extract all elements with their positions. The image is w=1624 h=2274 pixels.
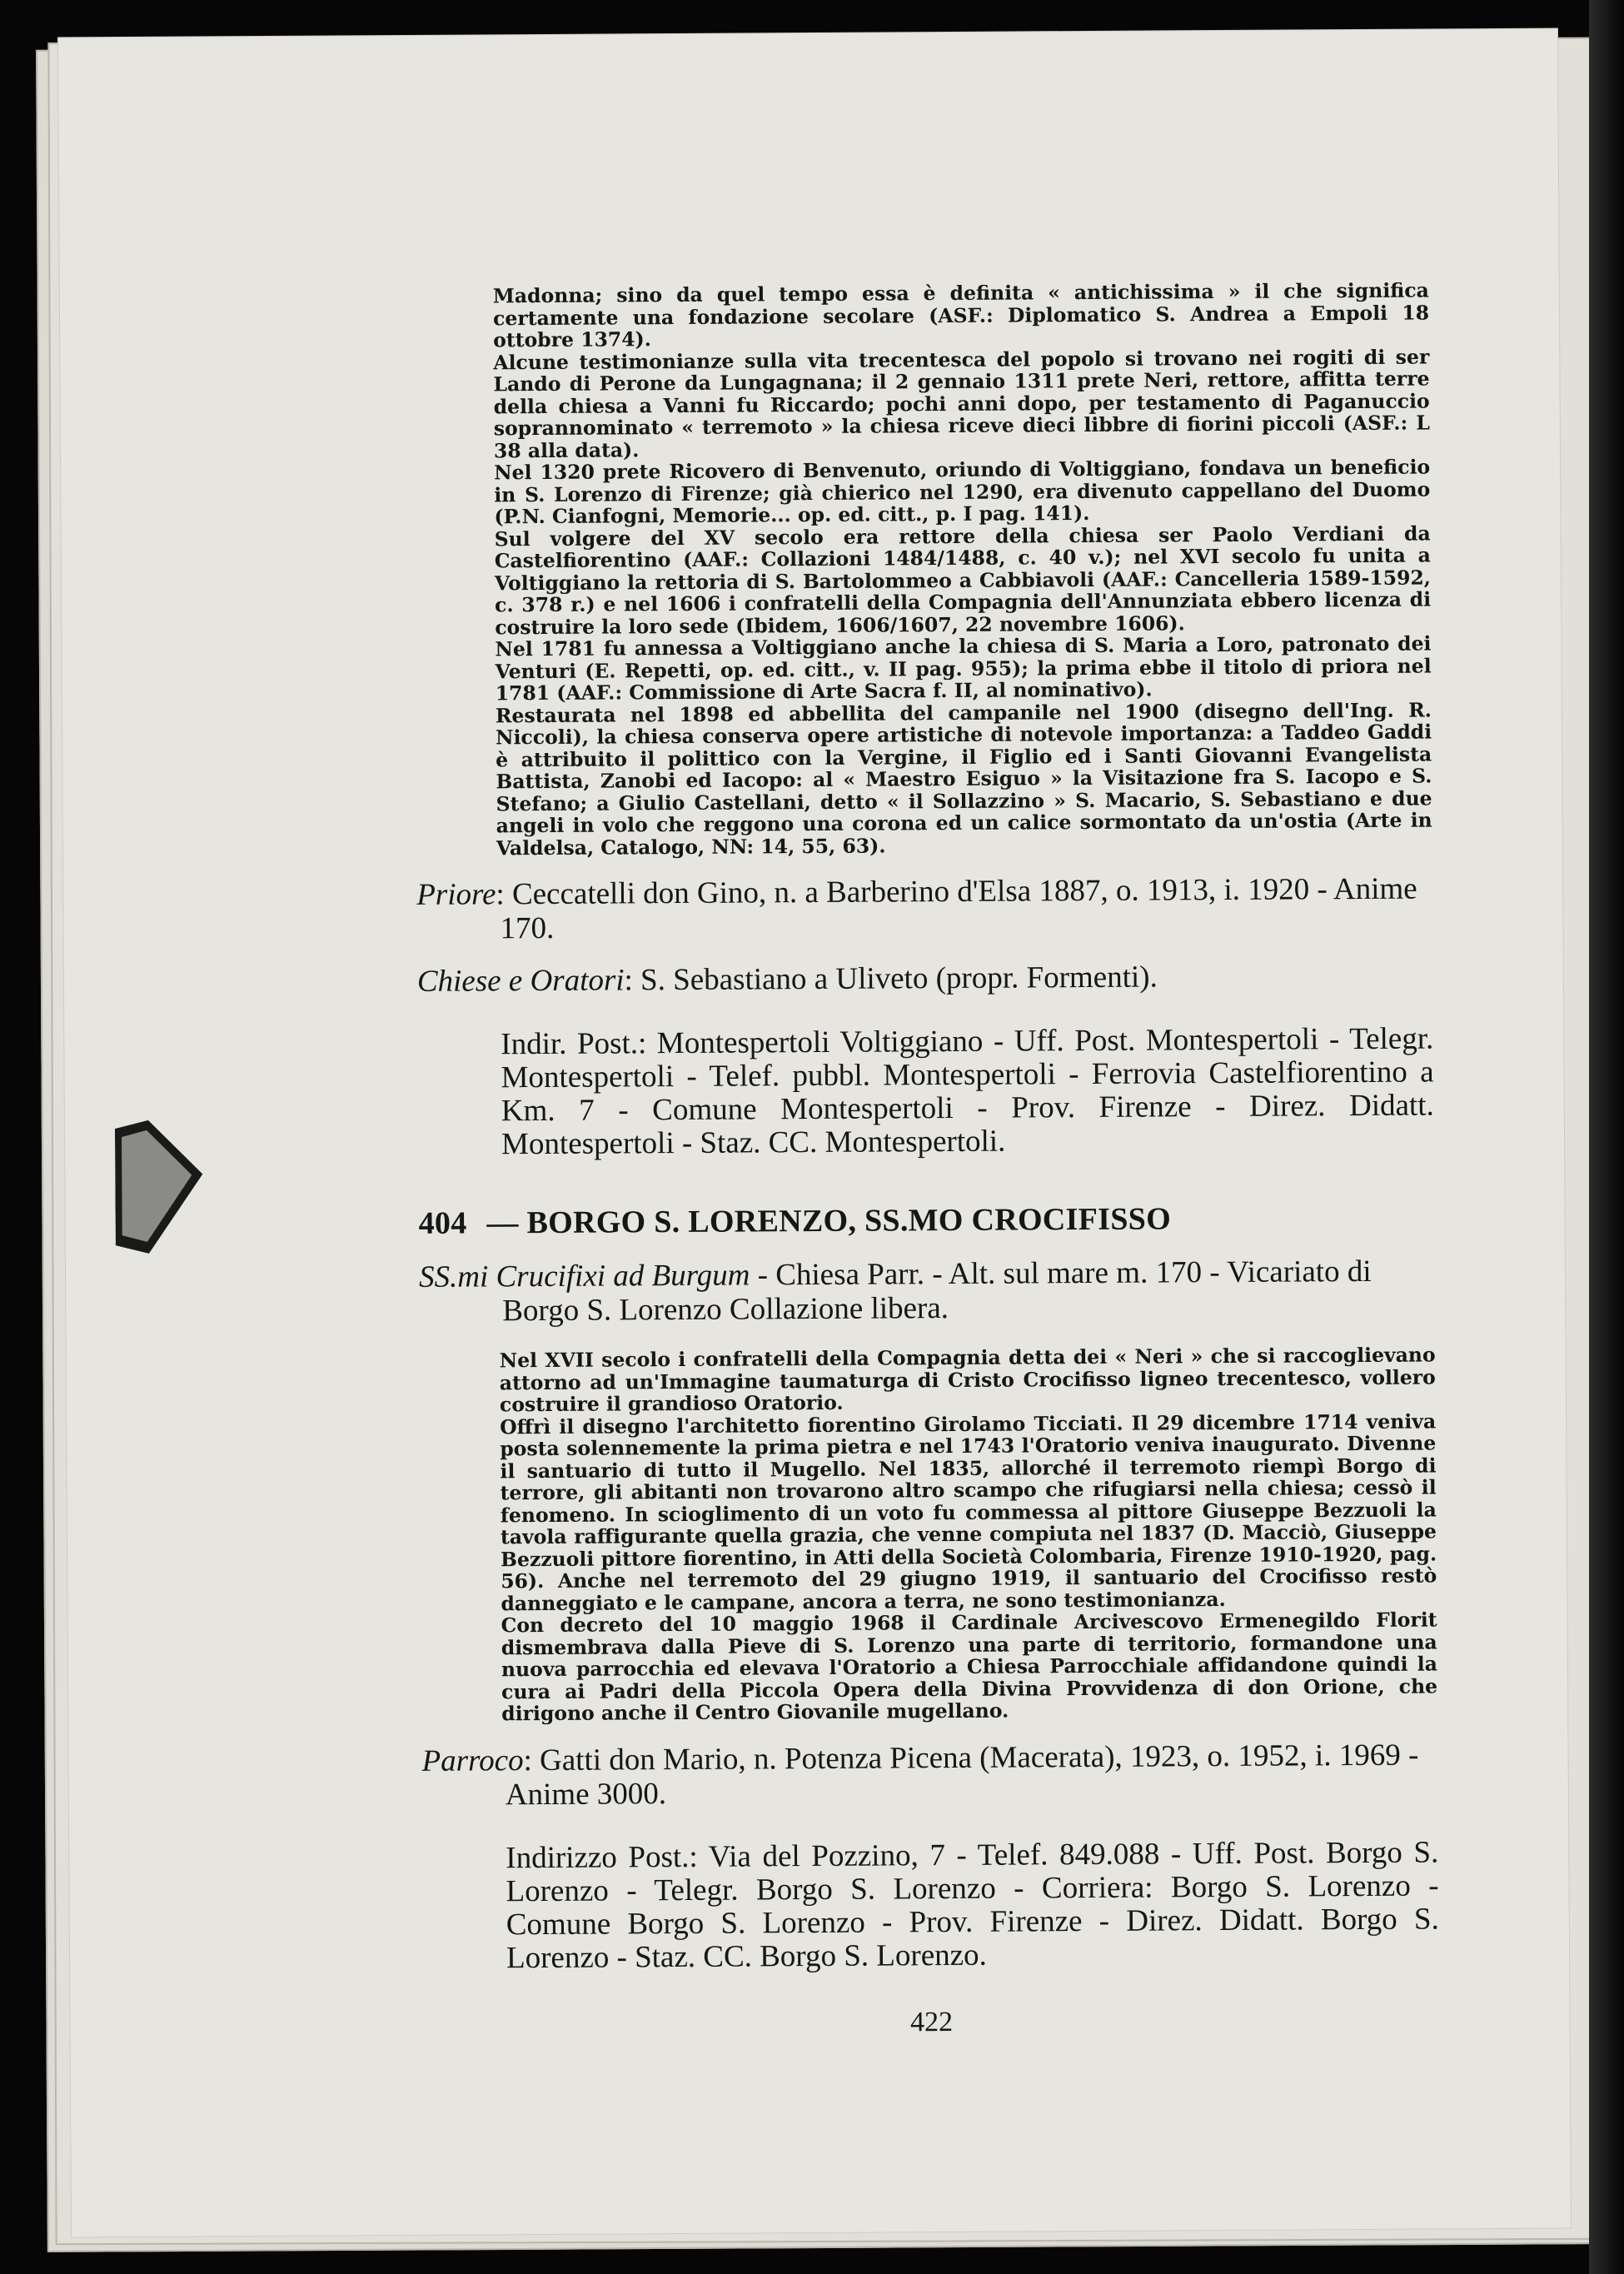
chiese-entry: Chiese e Oratori: S. Sebastiano a Uliveto (propr. Formenti). xyxy=(416,960,1158,999)
latin-text: - Chiesa Parr. - Alt. sul mare m. 170 - Vicariato di Borgo S. Lorenzo Collazione libera. xyxy=(502,1254,1372,1329)
section-dash: — xyxy=(486,1205,519,1241)
section-heading xyxy=(419,1199,1435,1241)
address-block-1: Indir. Post.: Montespertoli Voltiggiano - Uff. Post. Montespertoli - Telegr. Montespertoli - Telef. pubbl. Montespertoli - Ferrovia Castelfiorentino a Km. 7 - Comune Montespertoli - Prov. Firenze - Direz. Didatt. Montespertoli - Staz. CC. Montespertoli. xyxy=(501,1021,1434,1162)
page-number: 422 xyxy=(909,2007,954,2038)
parroco-label: Parroco xyxy=(421,1743,524,1778)
bookmark-tab-icon xyxy=(115,1111,216,1262)
parroco-entry: Parroco: Gatti don Mario, n. Potenza Picena (Macerata), 1923, o. 1952, i. 1969 - Anime 3000. xyxy=(421,1738,1419,1812)
note-paragraph: Nel XVII secolo i confratelli della Compagnia detta dei « Neri » che si raccoglievano attorno ad un'Immagine taumaturga di Cristo Crocifisso ligneo trecentesco, vollero costruire il grandioso Oratorio. xyxy=(499,1343,1436,1417)
historical-notes-top xyxy=(493,279,1432,859)
address-block-2: Indirizzo Post.: Via del Pozzino, 7 - Telef. 849.088 - Uff. Post. Borgo S. Lorenzo - Telegr. Borgo S. Lorenzo - Corriera: Borgo S. Lorenzo - Comune Borgo S. Lorenzo - Prov. Firenze - Direz. Didatt. Borgo S. Lorenzo - Staz. CC. Borgo S. Lorenzo. xyxy=(506,1834,1439,1975)
note-paragraph: Nel 1320 prete Ricovero di Benvenuto, oriundo di Voltiggiano, fondava un beneficio in S. Lorenzo di Firenze; già chierico nel 1290, era divenuto cappellano del Duomo (P.N. Cianfogni, Memorie... op. ed. citt., p. I pag. 141). xyxy=(494,455,1431,529)
note-paragraph: Madonna; sino da quel tempo essa è definita « antichissima » il che significa certamente una fondazione secolare (ASF.: Diplomatico S. Andrea a Empoli 18 ottobre 1374). xyxy=(492,278,1430,352)
historical-notes-bottom xyxy=(500,1344,1438,1724)
note-paragraph: Alcune testimonianze sulla vita trecentesca del popolo si trovano nei rogiti di ser Lando di Perone da Lungagnana; il 2 gennaio 1311 prete Neri, rettore, affitta terre della chiesa a Vanni fu Riccardo; pochi anni dopo, per testamento di Paganuccio soprannominato « terremoto » la chiesa riceve dieci libbre di fiorini piccoli (ASF.: L 38 alla data). xyxy=(493,344,1430,462)
chiese-label: Chiese e Oratori xyxy=(416,963,625,999)
page-content xyxy=(413,278,1439,2038)
priore-text: Ceccatelli don Gino, n. a Barberino d'Elsa 1887, o. 1913, i. 1920 - Anime 170. xyxy=(500,871,1417,946)
note-paragraph: Offrì il disegno l'architetto fiorentino Girolamo Ticciati. Il 29 dicembre 1714 veniva posta solennemente la prima pietra e nel 1743 l'Oratorio veniva inaugurato. Divenne il santuario di tutto il Mugello. Nel 1835, allorché il terremoto riempì Borgo di terrore, gli abitanti non trovarono altro scampo che rifugiarsi nella chiesa; cessò il fenomeno. In scioglimento di un voto fu commessa al pittore Giuseppe Bezzuoli la tavola raffigurante quella grazia, che venne compiuta nel 1837 (D. Macciò, Giuseppe Bezzuoli pittore fiorentino, in Atti della Società Colombaria, Firenze 1910-1920, pag. 56). Anche nel terremoto del 29 giugno 1919, il santuario del Crocifisso restò danneggiato e le campane, ancora a terra, ne sono testimonianza. xyxy=(500,1409,1437,1615)
priore-label: Priore xyxy=(416,877,496,912)
latin-title-entry xyxy=(419,1254,1435,1328)
section-number: 404 xyxy=(418,1205,467,1241)
page-edge-shadow xyxy=(1589,0,1624,2274)
chiese-text: S. Sebastiano a Uliveto (propr. Formenti). xyxy=(640,960,1158,998)
note-paragraph: Sul volgere del XV secolo era rettore della chiesa ser Paolo Verdiani da Castelfiorentino (AAF.: Collazioni 1484/1488, c. 40 v.); nel XVI secolo fu unita a Voltiggiano la rettoria di S. Bartolommeo a Cabbiavoli (AAF.: Cancelleria 1589-1592, c. 378 r.) e nel 1606 i confratelli della Compagnia dell'Annunziata ebbero licenza di costruire la loro sede (Ibidem, 1606/1607, 22 novembre 1606). xyxy=(494,521,1432,639)
note-paragraph: Con decreto del 10 maggio 1968 il Cardinale Arcivescovo Ermenegildo Florit dismembrava dalla Pieve di S. Lorenzo una parte di territorio, formandone una nuova parrocchia ed elevava l'Oratorio a Chiesa Parrocchiale affidandone quindi la cura ai Padri della Piccola Opera della Divina Provvidenza di don Orione, che dirigono anche il Centro Giovanile mugellano. xyxy=(501,1608,1438,1726)
section-title: BORGO S. LORENZO, SS.MO CROCIFISSO xyxy=(526,1201,1172,1241)
book-page xyxy=(58,29,1571,2237)
latin-title: SS.mi Crucifixi ad Burgum xyxy=(418,1258,750,1294)
parroco-text: Gatti don Mario, n. Potenza Picena (Macerata), 1923, o. 1952, i. 1969 - Anime 3000. xyxy=(505,1738,1419,1812)
note-paragraph: Nel 1781 fu annessa a Voltiggiano anche la chiesa di S. Maria a Loro, patronato dei Venturi (E. Repetti, op. ed. citt., v. II pag. 955); la prima ebbe il titolo di priora nel 1781 (AAF.: Commissione di Arte Sacra f. II, al nominativo). xyxy=(495,631,1432,706)
note-paragraph: Restaurata nel 1898 ed abbellita del campanile nel 1900 (disegno dell'Ing. R. Niccoli), la chiesa conserva opere artistiche di notevole importanza: a Taddeo Gaddi è attribuito il polittico con la Vergine, il Figlio ed i Santi Giovanni Evangelista Battista, Zanobi ed Iacopo: al « Maestro Esiguo » la Visitazione fra S. Iacopo e S. Stefano; a Giulio Castellani, detto « il Sollazzino » S. Macario, S. Sebastiano e due angeli in volo che reggono una corona ed un calice sormontato da un'ostia (Arte in Valdelsa, Catalogo, NN: 14, 55, 63). xyxy=(495,697,1432,860)
priore-entry: Priore: Ceccatelli don Gino, n. a Barberino d'Elsa 1887, o. 1913, i. 1920 - Anime 170. xyxy=(416,871,1417,946)
